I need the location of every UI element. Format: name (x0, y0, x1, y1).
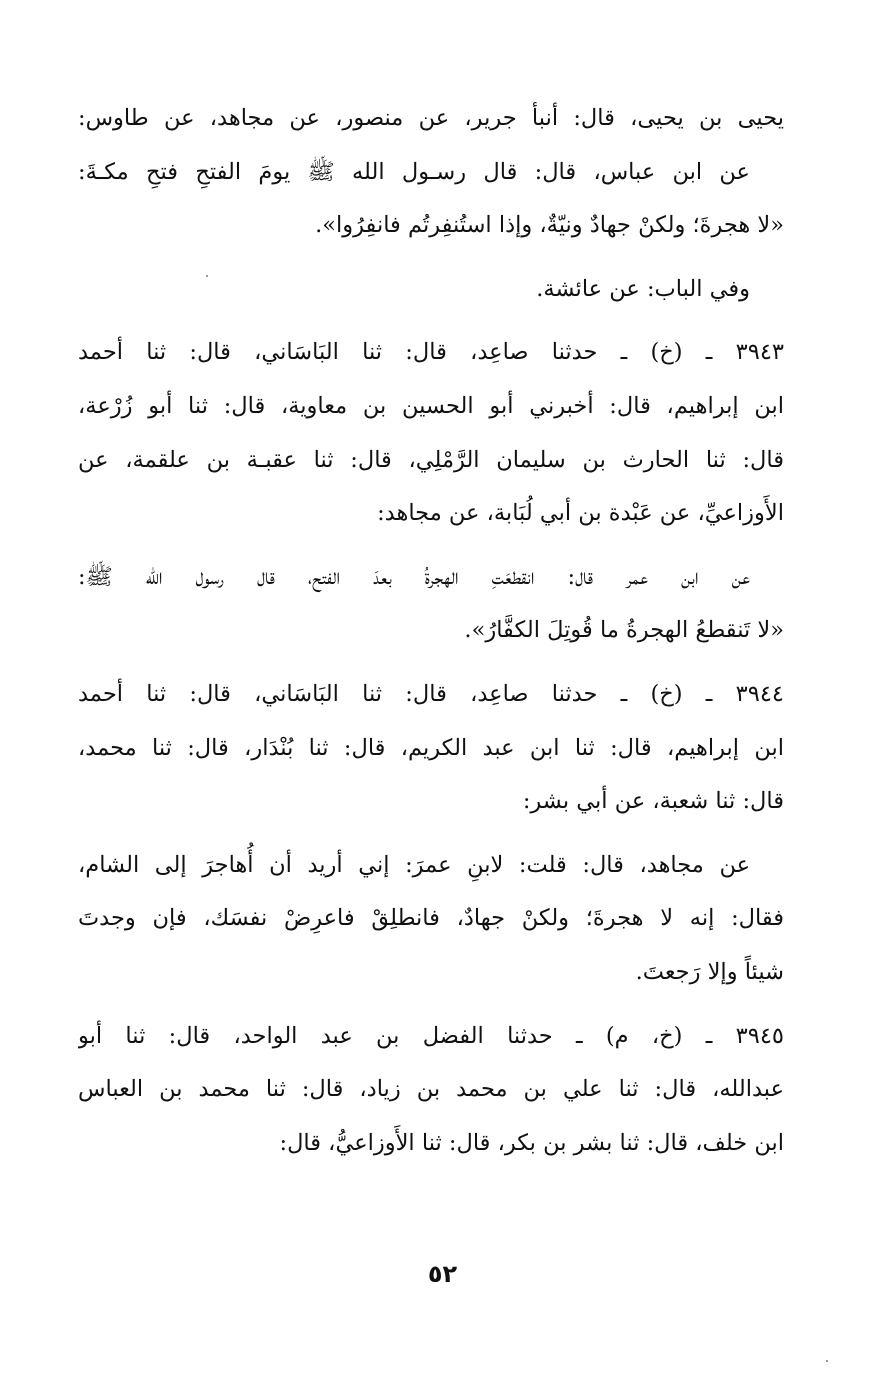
page-body-text (78, 92, 784, 1170)
text-line-10: «لا تَنقطعُ الهجرةُ ما قُوتِلَ الكفَّارُ». (464, 617, 784, 644)
hadith-3944-line-1: ٣٩٤٤ ـ (خ) ـ حدثنا صاعِد، قال: ثنا البَاسَاني، قال: ثنا أحمد (78, 680, 784, 707)
text-line-3: «لا هجرةَ؛ ولكنْ جهادٌ ونيّةٌ، وإذا استُنفِرتُم فانفِرُوا». (315, 212, 784, 239)
text-line-18: عبدالله، قال: ثنا علي بن محمد بن زياد، قال: ثنا محمد بن العباس (78, 1076, 784, 1103)
text-line-9: عن ابن عمر قال: انقطعَتِ الهجرةُ بعدَ الفتح، قال رسول الله ﷺ: (78, 563, 750, 590)
text-line-6: ابن إبراهيم، قال: أخبرني أبو الحسين بن معاوية، قال: ثنا أبو زُرْعة، (78, 392, 784, 419)
text-line-14: عن مجاهد، قال: قلت: لابنِ عمرَ: إني أريد أن أُهاجرَ إلى الشام، (78, 851, 750, 878)
text-line-7: قال: ثنا الحارث بن سليمان الرَّمْلِي، قال: ثنا عقبـة بن علقمة، عن (78, 446, 784, 473)
text-line-4: وفي الباب: عن عائشة. (536, 275, 750, 302)
scan-speck (826, 1360, 828, 1362)
hadith-3945-line-1: ٣٩٤٥ ـ (خ، م) ـ حدثنا الفضل بن عبد الواحد، قال: ثنا أبو (78, 1022, 784, 1049)
hadith-3943-line-1: ٣٩٤٣ ـ (خ) ـ حدثنا صاعِد، قال: ثنا البَاسَاني، قال: ثنا أحمد (78, 339, 784, 366)
text-line-16: شيئاً وإلا رَجعتَ. (635, 958, 784, 985)
text-line-13: قال: ثنا شعبة، عن أبي بشر: (522, 788, 784, 815)
text-line-19: ابن خلف، قال: ثنا بشر بن بكر، قال: ثنا الأَوزاعيُّ، قال: (279, 1129, 784, 1156)
text-line-15: فقال: إنه لا هجرةَ؛ ولكنْ جهادٌ، فانطلِقْ فاعرِضْ نفسَك، فإن وجدتَ (78, 905, 784, 932)
text-line-8: الأَوزاعيِّ، عن عَبْدة بن أبي لُبَابة، عن مجاهد: (377, 500, 784, 527)
text-line-12: ابن إبراهيم، قال: ثنا ابن عبد الكريم، قال: ثنا بُنْدَار، قال: ثنا محمد، (78, 734, 784, 761)
page-number: ٥٢ (427, 1260, 458, 1288)
text-line-1: يحيى بن يحيى، قال: أنبأ جرير، عن منصور، عن مجاهد، عن طاوس: (78, 105, 784, 131)
text-line-2: عن ابن عباس، قال: قال رسـول الله ﷺ يومَ الفتحِ فتحِ مكـةَ: (78, 158, 750, 185)
scan-speck (206, 275, 208, 277)
